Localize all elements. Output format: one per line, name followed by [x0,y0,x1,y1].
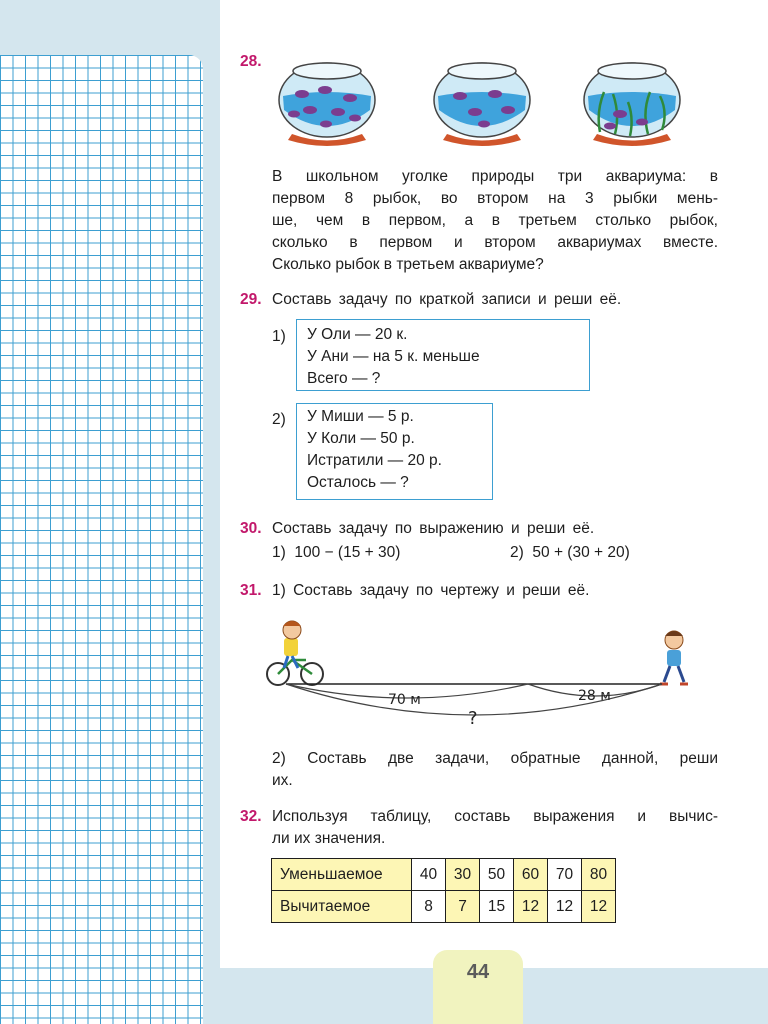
table-cell: 7 [446,891,480,923]
short-note-line: У Миши — 5 р. [307,408,414,425]
table-cell: 8 [412,891,446,923]
task-30-text: Составь задачу по выражению и реши её. [272,520,595,537]
task-28-line: первом 8 рыбок, во втором на 3 рыбки мень- [272,190,718,207]
task-30-expression-1: 1) 100 − (15 + 30) [272,544,401,561]
task-28-line: Сколько рыбок в третьем аквариуме? [272,256,544,273]
task-31-text: 1) Составь задачу по чертежу и реши её. [272,582,590,599]
short-note-line: У Коли — 50 р. [307,430,415,447]
subtraction-table [271,858,616,923]
task-28-line: сколько в первом и втором аквариумах вместе. [272,234,718,251]
segment-1-label: 70 м [388,692,421,708]
table-cell: 15 [480,891,514,923]
task-31-part2-line: их. [272,772,293,789]
table-cell: 80 [582,859,616,891]
task-31-part2 [272,748,718,792]
task-30-expression-2: 2) 50 + (30 + 20) [510,544,630,561]
cyclist-illustration [267,621,323,685]
page-number: 44 [433,950,523,1024]
task-32-line: Используя таблицу, составь выражения и вычис- [272,808,718,825]
aquarium-2 [434,63,530,146]
table-cell: 60 [514,859,548,891]
total-distance-question: ? [468,708,478,729]
grid-margin-panel [0,55,203,1024]
segment-2-label: 28 м [578,688,611,704]
task-29-item2-label: 2) [272,411,286,428]
task-28-line: ше, чем в первом, а в третьем столько рыбок, [272,212,718,229]
table-cell: 12 [582,891,616,923]
short-note-box-2 [296,403,493,500]
table-cell: 12 [514,891,548,923]
short-note-line: Всего — ? [307,370,381,387]
table-cell: 50 [480,859,514,891]
table-row [272,891,616,923]
table-cell: 30 [446,859,480,891]
short-note-line: У Ани — на 5 к. меньше [307,348,480,365]
short-note-line: Осталось — ? [307,474,409,491]
row-header-subtrahend: Вычитаемое [272,891,412,923]
task-32-text [272,806,718,850]
task-29-item1-label: 1) [272,328,286,345]
task-28-text [272,166,718,276]
short-note-line: Истратили — 20 р. [307,452,442,469]
aquarium-illustrations [270,52,710,152]
task-29-text: Составь задачу по краткой записи и реши её. [272,291,622,308]
short-note-line: У Оли — 20 к. [307,326,408,343]
task-31-number: 31. [240,582,262,599]
task-29-number: 29. [240,291,262,308]
table-row [272,859,616,891]
task-30-number: 30. [240,520,262,537]
walking-boy-illustration [660,631,688,684]
aquarium-1 [279,63,375,146]
task-32-line: ли их значения. [272,830,386,847]
distance-diagram [262,612,702,732]
short-note-box-1 [296,319,590,391]
table-cell: 70 [548,859,582,891]
table-cell: 12 [548,891,582,923]
task-28-line: В школьном уголке природы три аквариума: в [272,168,718,185]
task-28-number: 28. [240,53,262,70]
aquarium-3 [584,63,680,146]
row-header-minuend: Уменьшаемое [272,859,412,891]
task-31-part2-line: 2) Составь две задачи, обратные данной, реши [272,750,718,767]
task-32-number: 32. [240,808,262,825]
table-cell: 40 [412,859,446,891]
